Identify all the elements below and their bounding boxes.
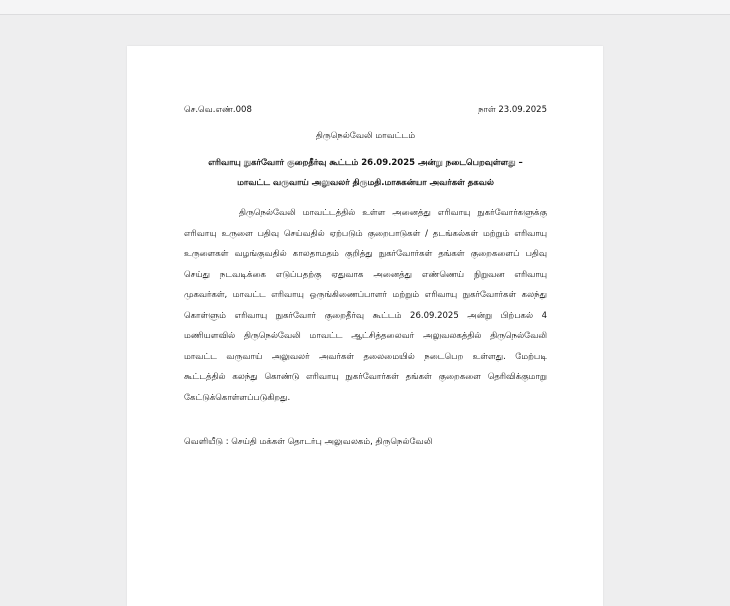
release-footer: வெளியீடு : செய்தி மக்கள் தொடர்பு அலுவலகம், திருநெல்வேலி: [184, 437, 433, 447]
release-date: நாள் 23.09.2025: [478, 105, 547, 115]
press-release: [184, 104, 547, 448]
body-paragraph: திருநெல்வேலி மாவட்டத்தில் உள்ள அனைத்து எரிவாயு நுகர்வோர்களுக்கு எரிவாயு உருளை பதிவு செய்வதில் ஏற்படும் குறைபாடுகள் / தடங்கல்கள் மற்றும் எரிவாயு உருளைகள் வழங்குவதில் காலதாமதம் குறித்து நுகர்வோர்கள் தங்கள் குறைகளைப் பதிவு செய்து நடவடிக்கை எடுப்பதற்கு ஏதுவாக அனைத்து எண்ணெய் நிறுவன எரிவாயு முகவர்கள், மாவட்ட எரிவாயு ஒருங்கிணைப்பாளர் மற்றும் எரிவாயு நுகர்வோர்கள் கலந்து கொள்ளும் எரிவாயு நுகர்வோர் குறைதீர்வு கூட்டம் 26.09.2025 அன்று பிற்பகல் 4 மணியளவில் திருநெல்வேலி மாவட்ட ஆட்சித்தலைவர் அலுவலகத்தில் திருநெல்வேலி மாவட்ட வருவாய் அலுவலர் அவர்கள் தலைமையில் நடைபெற உள்ளது. மேற்படி கூட்டத்தில் கலந்து கொண்டு எரிவாயு நுகர்வோர்கள் தங்கள் குறைகளை தெரிவிக்குமாறு கேட்டுக்கொள்ளப்படுகிறது.: [184, 208, 547, 403]
reference-number: செ.வெ.எண்.008: [184, 105, 252, 115]
headline-line-1: எரிவாயு நுகர்வோர் குறைதீர்வு கூட்டம் 26.09.2025 அன்று நடைபெறவுள்ளது –: [208, 158, 523, 168]
header-row: [184, 104, 547, 116]
district-title: திருநெல்வேலி மாவட்டம்: [315, 131, 416, 141]
viewer-toolbar: [0, 0, 730, 15]
headline: [184, 153, 547, 193]
document-page: [127, 46, 603, 606]
headline-line-2: மாவட்ட வருவாய் அலுவலர் திருமதி.மாசுகன்யா அவர்கள் தகவல்: [237, 178, 494, 188]
